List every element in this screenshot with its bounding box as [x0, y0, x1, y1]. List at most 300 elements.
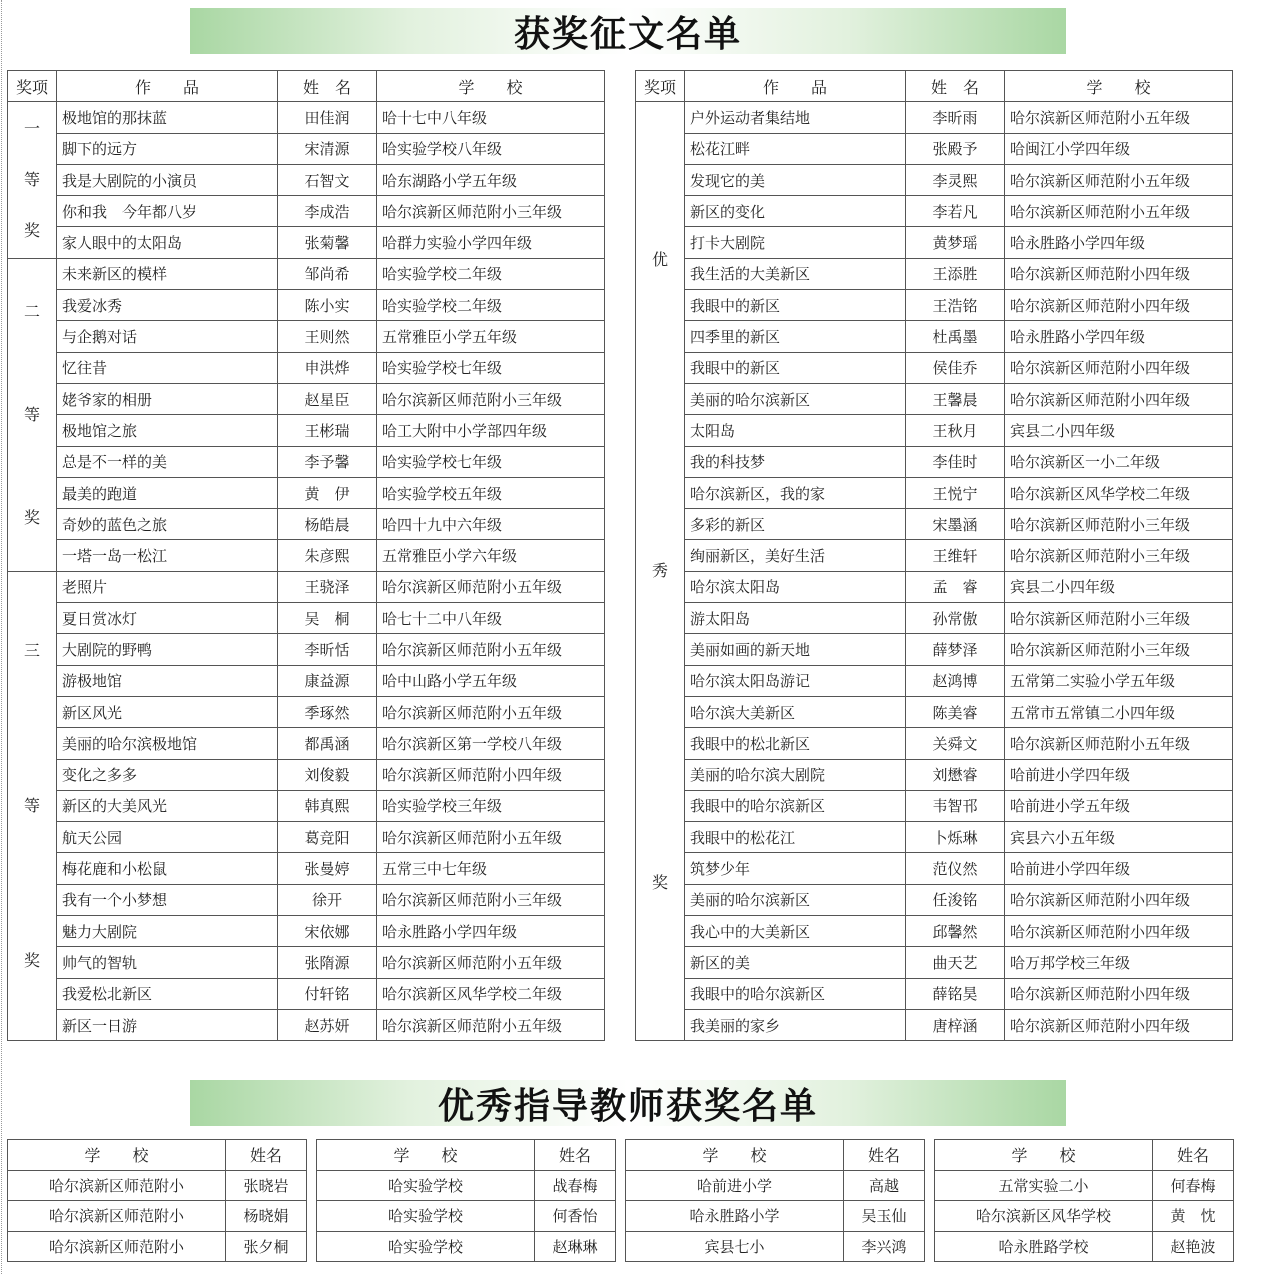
- teacher-school: 哈永胜路小学: [626, 1201, 844, 1232]
- table-row: [8, 258, 605, 289]
- school-name: 哈实验学校八年级: [377, 133, 605, 164]
- student-name: 张殿予: [906, 133, 1005, 164]
- table-row: [636, 728, 1233, 759]
- work-title: 变化之多多: [57, 759, 278, 790]
- table-row: [8, 477, 605, 508]
- teacher-header-school: 学 校: [626, 1140, 844, 1171]
- student-name: 吴 桐: [278, 603, 377, 634]
- student-name: 张菊馨: [278, 227, 377, 258]
- student-name: 刘俊毅: [278, 759, 377, 790]
- student-name: 宋依娜: [278, 916, 377, 947]
- award-list-title: 获奖征文名单: [190, 8, 1066, 54]
- teacher-name: 张夕桐: [226, 1231, 307, 1262]
- table-row: [636, 853, 1233, 884]
- student-name: 李成浩: [278, 196, 377, 227]
- teacher-school: 哈尔滨新区师范附小: [8, 1201, 226, 1232]
- school-name: 哈尔滨新区师范附小三年级: [1005, 603, 1233, 634]
- student-name: 李予馨: [278, 446, 377, 477]
- work-title: 家人眼中的太阳岛: [57, 227, 278, 258]
- school-name: 宾县二小四年级: [1005, 415, 1233, 446]
- school-name: 哈尔滨新区师范附小四年级: [377, 759, 605, 790]
- teacher-school: 哈尔滨新区师范附小: [8, 1231, 226, 1262]
- table-row: [626, 1231, 925, 1262]
- student-name: 王维轩: [906, 540, 1005, 571]
- school-name: 五常市五常镇二小四年级: [1005, 696, 1233, 727]
- teacher-name: 张晓岩: [226, 1170, 307, 1201]
- teacher-table-body: [935, 1170, 1234, 1262]
- table-header-row: [636, 71, 1233, 102]
- student-name: 王悦宁: [906, 477, 1005, 508]
- table-row: [8, 227, 605, 258]
- school-name: 哈前进小学四年级: [1005, 759, 1233, 790]
- work-title: 总是不一样的美: [57, 446, 278, 477]
- table-row: [636, 415, 1233, 446]
- work-title: 我美丽的家乡: [685, 1009, 906, 1040]
- teacher-name: 战春梅: [535, 1170, 616, 1201]
- student-name: 邱馨然: [906, 916, 1005, 947]
- teacher-name: 杨晓娟: [226, 1201, 307, 1232]
- school-name: 哈尔滨新区师范附小三年级: [1005, 634, 1233, 665]
- student-name: 康益源: [278, 665, 377, 696]
- student-name: 季琢然: [278, 696, 377, 727]
- teacher-school: 哈永胜路学校: [935, 1231, 1153, 1262]
- work-title: 奇妙的蓝色之旅: [57, 509, 278, 540]
- table-row: [636, 634, 1233, 665]
- student-name: 侯佳乔: [906, 352, 1005, 383]
- work-title: 新区一日游: [57, 1009, 278, 1040]
- work-title: 我眼中的新区: [685, 290, 906, 321]
- school-name: 哈尔滨新区师范附小四年级: [1005, 258, 1233, 289]
- work-title: 美丽的哈尔滨大剧院: [685, 759, 906, 790]
- table-row: [636, 352, 1233, 383]
- student-name: 徐开: [278, 884, 377, 915]
- table-row: [935, 1170, 1234, 1201]
- teacher-name: 黄 忱: [1153, 1201, 1234, 1232]
- work-title: 我眼中的哈尔滨新区: [685, 978, 906, 1009]
- table-row: [8, 1231, 307, 1262]
- header-work: 作 品: [685, 71, 906, 102]
- school-name: 哈尔滨新区师范附小四年级: [1005, 352, 1233, 383]
- table-row: [636, 696, 1233, 727]
- table-row: [8, 728, 605, 759]
- student-name: 李佳时: [906, 446, 1005, 477]
- student-name: 范仪然: [906, 853, 1005, 884]
- school-name: 哈尔滨新区师范附小三年级: [377, 884, 605, 915]
- work-title: 美丽的哈尔滨新区: [685, 383, 906, 414]
- award-category-char: 等: [23, 404, 40, 424]
- student-name: 韦智邗: [906, 790, 1005, 821]
- teacher-school: 哈实验学校: [317, 1231, 535, 1262]
- work-title: 航天公园: [57, 822, 278, 853]
- school-name: 哈尔滨新区师范附小五年级: [377, 1009, 605, 1040]
- school-name: 哈尔滨新区师范附小五年级: [377, 822, 605, 853]
- student-name: 李昕恬: [278, 634, 377, 665]
- teacher-header-row: [626, 1140, 925, 1171]
- table-row: [8, 571, 605, 602]
- teacher-header-name: 姓名: [535, 1140, 616, 1171]
- teacher-table-body: [626, 1170, 925, 1262]
- table-row: [636, 477, 1233, 508]
- table-row: [8, 164, 605, 195]
- teacher-table-2: [316, 1139, 616, 1262]
- work-title: 绚丽新区，美好生活: [685, 540, 906, 571]
- student-name: 王骁泽: [278, 571, 377, 602]
- school-name: 哈永胜路小学四年级: [1005, 227, 1233, 258]
- school-name: 哈尔滨新区师范附小五年级: [377, 696, 605, 727]
- school-name: 哈实验学校三年级: [377, 790, 605, 821]
- table-row: [8, 603, 605, 634]
- work-title: 我眼中的松北新区: [685, 728, 906, 759]
- school-name: 哈尔滨新区师范附小五年级: [1005, 102, 1233, 133]
- student-name: 朱彦熙: [278, 540, 377, 571]
- teacher-table-1: [7, 1139, 307, 1262]
- work-title: 游极地馆: [57, 665, 278, 696]
- table-row: [636, 509, 1233, 540]
- school-name: 五常三中七年级: [377, 853, 605, 884]
- table-row: [636, 884, 1233, 915]
- school-name: 哈尔滨新区师范附小四年级: [1005, 290, 1233, 321]
- table-header-row: [8, 71, 605, 102]
- table-row: [935, 1231, 1234, 1262]
- table-row: [317, 1231, 616, 1262]
- student-name: 陈美睿: [906, 696, 1005, 727]
- school-name: 哈尔滨新区师范附小四年级: [1005, 383, 1233, 414]
- table-row: [636, 978, 1233, 1009]
- teacher-school: 宾县七小: [626, 1231, 844, 1262]
- table-row: [8, 916, 605, 947]
- school-name: 哈永胜路小学四年级: [1005, 321, 1233, 352]
- school-name: 哈尔滨新区师范附小五年级: [1005, 164, 1233, 195]
- work-title: 哈尔滨新区，我的家: [685, 477, 906, 508]
- work-title: 我爱冰秀: [57, 290, 278, 321]
- table-row: [636, 790, 1233, 821]
- header-school: 学 校: [1005, 71, 1233, 102]
- award-category-char: 秀: [651, 561, 668, 581]
- student-name: 孙常傲: [906, 603, 1005, 634]
- teacher-name: 赵琳琳: [535, 1231, 616, 1262]
- teacher-header-row: [317, 1140, 616, 1171]
- school-name: 哈尔滨新区师范附小五年级: [1005, 728, 1233, 759]
- school-name: 宾县六小五年级: [1005, 822, 1233, 853]
- work-title: 我爱松北新区: [57, 978, 278, 1009]
- teacher-name: 何春梅: [1153, 1170, 1234, 1201]
- work-title: 未来新区的模样: [57, 258, 278, 289]
- school-name: 哈前进小学四年级: [1005, 853, 1233, 884]
- award-category-char: 奖: [651, 872, 668, 892]
- student-name: 任浚铭: [906, 884, 1005, 915]
- school-name: 哈东湖路小学五年级: [377, 164, 605, 195]
- award-table-left: [7, 70, 605, 1041]
- table-row: [636, 258, 1233, 289]
- table-row: [626, 1201, 925, 1232]
- school-name: 五常雅臣小学五年级: [377, 321, 605, 352]
- school-name: 哈尔滨新区第一学校八年级: [377, 728, 605, 759]
- award-category-char: 优: [651, 249, 668, 269]
- school-name: 哈万邦学校三年级: [1005, 947, 1233, 978]
- student-name: 孟 睿: [906, 571, 1005, 602]
- work-title: 新区的变化: [685, 196, 906, 227]
- header-name: 姓 名: [278, 71, 377, 102]
- work-title: 发现它的美: [685, 164, 906, 195]
- teacher-school: 哈实验学校: [317, 1170, 535, 1201]
- school-name: 哈尔滨新区师范附小五年级: [1005, 196, 1233, 227]
- student-name: 田佳润: [278, 102, 377, 133]
- school-name: 五常第二实验小学五年级: [1005, 665, 1233, 696]
- school-name: 哈尔滨新区师范附小四年级: [1005, 1009, 1233, 1040]
- table-row: [8, 978, 605, 1009]
- teacher-name: 何香怡: [535, 1201, 616, 1232]
- table-row: [8, 509, 605, 540]
- teacher-table-body: [8, 1170, 307, 1262]
- table-row: [636, 321, 1233, 352]
- work-title: 太阳岛: [685, 415, 906, 446]
- teacher-table-body: [317, 1170, 616, 1262]
- work-title: 四季里的新区: [685, 321, 906, 352]
- student-name: 陈小实: [278, 290, 377, 321]
- teacher-header-name: 姓名: [844, 1140, 925, 1171]
- table-row: [8, 321, 605, 352]
- student-name: 王彬瑞: [278, 415, 377, 446]
- work-title: 多彩的新区: [685, 509, 906, 540]
- teacher-header-row: [935, 1140, 1234, 1171]
- award-category-cell: [8, 571, 57, 1040]
- school-name: 哈尔滨新区师范附小五年级: [377, 634, 605, 665]
- table-row: [8, 853, 605, 884]
- work-title: 我心中的大美新区: [685, 916, 906, 947]
- student-name: 宋清源: [278, 133, 377, 164]
- award-category-cell: [636, 102, 685, 1041]
- work-title: 魅力大剧院: [57, 916, 278, 947]
- student-name: 薛梦泽: [906, 634, 1005, 665]
- work-title: 老照片: [57, 571, 278, 602]
- teacher-name: 高越: [844, 1170, 925, 1201]
- work-title: 忆往昔: [57, 352, 278, 383]
- work-title: 我是大剧院的小演员: [57, 164, 278, 195]
- school-name: 哈前进小学五年级: [1005, 790, 1233, 821]
- school-name: 哈尔滨新区师范附小三年级: [377, 383, 605, 414]
- table-row: [8, 352, 605, 383]
- table-row: [636, 759, 1233, 790]
- student-name: 申洪烨: [278, 352, 377, 383]
- work-title: 我生活的大美新区: [685, 258, 906, 289]
- student-name: 黄梦瑶: [906, 227, 1005, 258]
- table-row: [317, 1170, 616, 1201]
- award-table-right: [635, 70, 1233, 1041]
- table-row: [636, 196, 1233, 227]
- school-name: 宾县二小四年级: [1005, 571, 1233, 602]
- school-name: 哈尔滨新区风华学校二年级: [377, 978, 605, 1009]
- teacher-header-school: 学 校: [8, 1140, 226, 1171]
- student-name: 都禹涵: [278, 728, 377, 759]
- work-title: 我有一个小梦想: [57, 884, 278, 915]
- teacher-school: 哈尔滨新区师范附小: [8, 1170, 226, 1201]
- table-row: [636, 383, 1233, 414]
- work-title: 松花江畔: [685, 133, 906, 164]
- table-row: [636, 1009, 1233, 1040]
- school-name: 哈尔滨新区风华学校二年级: [1005, 477, 1233, 508]
- header-school: 学 校: [377, 71, 605, 102]
- student-name: 石智文: [278, 164, 377, 195]
- table-row: [8, 1170, 307, 1201]
- teacher-school: 哈前进小学: [626, 1170, 844, 1201]
- student-name: 刘懋睿: [906, 759, 1005, 790]
- teacher-school: 哈实验学校: [317, 1201, 535, 1232]
- student-name: 关舜文: [906, 728, 1005, 759]
- school-name: 哈七十二中八年级: [377, 603, 605, 634]
- student-name: 张曼婷: [278, 853, 377, 884]
- work-title: 大剧院的野鸭: [57, 634, 278, 665]
- table-row: [8, 446, 605, 477]
- school-name: 哈群力实验小学四年级: [377, 227, 605, 258]
- work-title: 新区的大美风光: [57, 790, 278, 821]
- work-title: 与企鹅对话: [57, 321, 278, 352]
- student-name: 王则然: [278, 321, 377, 352]
- table-row: [636, 446, 1233, 477]
- work-title: 你和我 今年都八岁: [57, 196, 278, 227]
- school-name: 哈尔滨新区师范附小三年级: [1005, 540, 1233, 571]
- work-title: 新区风光: [57, 696, 278, 727]
- table-row: [8, 1009, 605, 1040]
- table-row: [8, 634, 605, 665]
- school-name: 哈实验学校七年级: [377, 352, 605, 383]
- teacher-name: 吴玉仙: [844, 1201, 925, 1232]
- table-row: [636, 947, 1233, 978]
- student-name: 李昕雨: [906, 102, 1005, 133]
- table-row: [636, 164, 1233, 195]
- school-name: 哈尔滨新区师范附小五年级: [377, 947, 605, 978]
- school-name: 五常雅臣小学六年级: [377, 540, 605, 571]
- work-title: 我眼中的哈尔滨新区: [685, 790, 906, 821]
- table-row: [636, 916, 1233, 947]
- work-title: 最美的跑道: [57, 477, 278, 508]
- school-name: 哈尔滨新区师范附小四年级: [1005, 884, 1233, 915]
- teacher-header-name: 姓名: [1153, 1140, 1234, 1171]
- work-title: 美丽的哈尔滨极地馆: [57, 728, 278, 759]
- table-row: [8, 759, 605, 790]
- work-title: 打卡大剧院: [685, 227, 906, 258]
- award-category-cell: [8, 258, 57, 571]
- table-row: [636, 571, 1233, 602]
- table-row: [8, 822, 605, 853]
- work-title: 美丽如画的新天地: [685, 634, 906, 665]
- table-row: [8, 383, 605, 414]
- student-name: 张隋源: [278, 947, 377, 978]
- student-name: 薛铭昊: [906, 978, 1005, 1009]
- teacher-header-name: 姓名: [226, 1140, 307, 1171]
- school-name: 哈闽江小学四年级: [1005, 133, 1233, 164]
- work-title: 一塔一岛一松江: [57, 540, 278, 571]
- student-name: 李若凡: [906, 196, 1005, 227]
- table-row: [626, 1170, 925, 1201]
- student-name: 付轩铭: [278, 978, 377, 1009]
- school-name: 哈实验学校二年级: [377, 290, 605, 321]
- work-title: 户外运动者集结地: [685, 102, 906, 133]
- school-name: 哈尔滨新区师范附小四年级: [1005, 916, 1233, 947]
- table-row: [636, 290, 1233, 321]
- table-row: [8, 540, 605, 571]
- student-name: 杨皓晨: [278, 509, 377, 540]
- table-row: [8, 884, 605, 915]
- student-name: 韩真熙: [278, 790, 377, 821]
- teacher-header-row: [8, 1140, 307, 1171]
- work-title: 筑梦少年: [685, 853, 906, 884]
- header-work: 作 品: [57, 71, 278, 102]
- award-table-left-body: [8, 102, 605, 1041]
- student-name: 王馨晨: [906, 383, 1005, 414]
- teacher-table-4: [934, 1139, 1234, 1262]
- table-row: [8, 415, 605, 446]
- teacher-school: 哈尔滨新区风华学校: [935, 1201, 1153, 1232]
- teacher-table-3: [625, 1139, 925, 1262]
- student-name: 王秋月: [906, 415, 1005, 446]
- table-row: [935, 1201, 1234, 1232]
- table-row: [636, 822, 1233, 853]
- student-name: 唐梓涵: [906, 1009, 1005, 1040]
- award-category-char: 一: [23, 119, 40, 139]
- student-name: 李灵熙: [906, 164, 1005, 195]
- table-row: [636, 603, 1233, 634]
- school-name: 哈尔滨新区师范附小五年级: [377, 571, 605, 602]
- school-name: 哈尔滨新区师范附小四年级: [1005, 978, 1233, 1009]
- work-title: 极地馆之旅: [57, 415, 278, 446]
- school-name: 哈尔滨新区一小二年级: [1005, 446, 1233, 477]
- school-name: 哈中山路小学五年级: [377, 665, 605, 696]
- table-row: [8, 102, 605, 133]
- school-name: 哈实验学校二年级: [377, 258, 605, 289]
- student-name: 赵鸿博: [906, 665, 1005, 696]
- work-title: 哈尔滨太阳岛: [685, 571, 906, 602]
- work-title: 美丽的哈尔滨新区: [685, 884, 906, 915]
- table-row: [8, 1201, 307, 1232]
- work-title: 我的科技梦: [685, 446, 906, 477]
- table-row: [317, 1201, 616, 1232]
- student-name: 王添胜: [906, 258, 1005, 289]
- table-row: [636, 133, 1233, 164]
- work-title: 极地馆的那抹蓝: [57, 102, 278, 133]
- table-row: [8, 133, 605, 164]
- table-row: [8, 947, 605, 978]
- school-name: 哈十七中八年级: [377, 102, 605, 133]
- work-title: 我眼中的松花江: [685, 822, 906, 853]
- work-title: 梅花鹿和小松鼠: [57, 853, 278, 884]
- student-name: 卜烁琳: [906, 822, 1005, 853]
- award-category-char: 等: [23, 795, 40, 815]
- header-category: 奖项: [8, 71, 57, 102]
- work-title: 帅气的智轨: [57, 947, 278, 978]
- table-row: [8, 696, 605, 727]
- student-name: 邹尚希: [278, 258, 377, 289]
- school-name: 哈实验学校五年级: [377, 477, 605, 508]
- work-title: 夏日赏冰灯: [57, 603, 278, 634]
- header-category: 奖项: [636, 71, 685, 102]
- table-row: [8, 665, 605, 696]
- teacher-name: 李兴鸿: [844, 1231, 925, 1262]
- table-row: [636, 227, 1233, 258]
- teacher-name: 赵艳波: [1153, 1231, 1234, 1262]
- work-title: 我眼中的新区: [685, 352, 906, 383]
- school-name: 哈工大附中小学部四年级: [377, 415, 605, 446]
- student-name: 葛竞阳: [278, 822, 377, 853]
- award-category-char: 奖: [23, 507, 40, 527]
- school-name: 哈四十九中六年级: [377, 509, 605, 540]
- school-name: 哈实验学校七年级: [377, 446, 605, 477]
- award-category-char: 三: [23, 640, 40, 660]
- award-category-char: 等: [23, 170, 40, 190]
- work-title: 姥爷家的相册: [57, 383, 278, 414]
- school-name: 哈尔滨新区师范附小三年级: [1005, 509, 1233, 540]
- teacher-list-title: 优秀指导教师获奖名单: [190, 1080, 1066, 1126]
- work-title: 游太阳岛: [685, 603, 906, 634]
